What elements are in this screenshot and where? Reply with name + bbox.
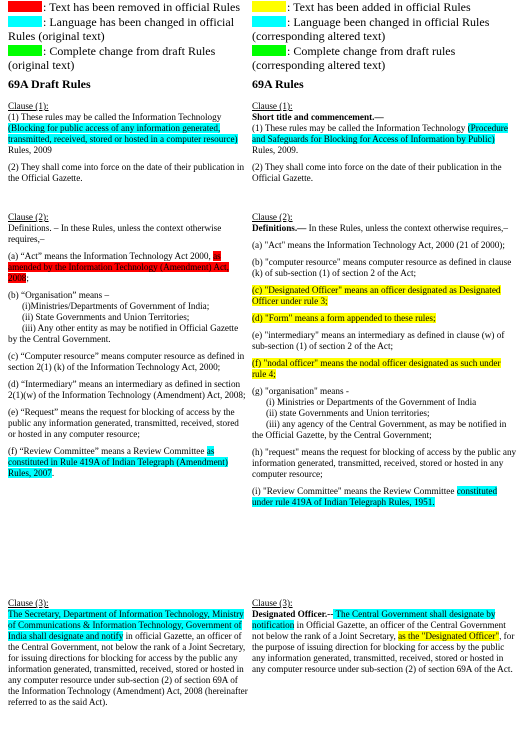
draft-c3-text xyxy=(8,609,248,708)
removed-text: as amended by the Information Technology (Amendment) Act, 2008 xyxy=(8,251,229,283)
legend-right xyxy=(252,0,517,72)
official-c2-g1: (i) Ministries or Departments of the Government of India xyxy=(266,397,477,407)
official-c2-d xyxy=(252,313,517,324)
official-c2-e: (e) "intermediary" means an intermediary as defined in clause (w) of sub-section (1) of section 2 of the Act; xyxy=(252,330,505,351)
legend-lang-original-text: : Language has been changed in official Rules (original text) xyxy=(8,15,235,43)
lang-changed-text: The Central Government shall designate by notification xyxy=(252,609,496,630)
draft-clause-1 xyxy=(8,101,248,184)
official-c2-g: (g) "organisation" means - xyxy=(252,386,349,396)
official-c3-label: Clause (3): xyxy=(252,598,293,608)
official-c2-h: (h) "request" means the request for blocking of access by the public any information generated, transmitted, received, stored or hosted in any computer resource; xyxy=(252,447,517,479)
draft-c3-label: Clause (3): xyxy=(8,598,49,608)
official-column xyxy=(252,0,517,674)
draft-c2-b: (b) “Organisation” means – xyxy=(8,290,110,300)
official-c3-text xyxy=(252,609,517,675)
added-text: (f) "nodal officer" means the nodal officer designated as such under rule 4; xyxy=(252,358,501,379)
official-clause-2 xyxy=(252,212,517,514)
legend-lang-altered xyxy=(252,15,517,43)
text: (i) "Review Committee" means the Review Committee xyxy=(252,486,457,496)
draft-column xyxy=(8,0,248,707)
official-c2-i xyxy=(252,486,517,508)
draft-c2-b2: (ii) State Governments and Union Territories; xyxy=(22,312,190,322)
cyan-swatch xyxy=(252,16,286,27)
official-c1-label: Clause (1): xyxy=(252,101,293,111)
official-c1-p2: (2) They shall come into force on the date of their publication in the Official Gazette. xyxy=(252,162,502,183)
text: In these Rules, unless the context otherwise requires,– xyxy=(306,223,508,233)
draft-title: 69A Draft Rules xyxy=(8,77,91,91)
lang-changed-text: constituted under rule 419A of Indian Telegraph Rules, 1951. xyxy=(252,486,498,507)
text: Designated Officer.-- xyxy=(252,609,334,619)
legend-complete-original-text: : Complete change from draft Rules (original text) xyxy=(8,44,216,72)
legend-added-text: : Text has been added in official Rules xyxy=(287,0,471,14)
official-c2-f xyxy=(252,358,517,380)
draft-c2-a xyxy=(8,251,248,284)
legend-removed xyxy=(8,0,248,14)
draft-clause-3 xyxy=(8,598,248,714)
legend-added xyxy=(252,0,517,14)
draft-c1-p2: (2) They shall come into force on the date of their publication in the Official Gazette. xyxy=(8,162,245,183)
draft-c2-intro: Definitions. – In these Rules, unless the context otherwise requires,– xyxy=(8,223,222,244)
legend-lang-altered-text: : Language been changed in official Rules (corresponding altered text) xyxy=(252,15,490,43)
draft-c2-b1: (i)Ministries/Departments of Government of India; xyxy=(22,301,210,311)
text: Rules, 2009 xyxy=(8,145,52,155)
official-c2-a: (a) "Act" means the Information Technology Act, 2000 (21 of 2000); xyxy=(252,240,505,250)
legend-complete-altered xyxy=(252,44,517,72)
text: in official Gazette, an officer of the Central Government, not below the rank of a Joint Secretary, for issuing directions for blocking for access by the public any information generated, transmitted, received, stored or hosted in any computer resource under sub-section (2) of section 69A of the Information Technology (Amendment) Act, 2008 (hereinafter referred to as the said Act). xyxy=(8,631,248,707)
draft-clause-2 xyxy=(8,212,248,485)
added-text: (c) "Designated Officer" means an officer designated as Designated Officer under rule 3; xyxy=(252,285,501,306)
added-text: (d) "Form" means a form appended to these rules; xyxy=(252,313,436,323)
cyan-swatch xyxy=(8,16,42,27)
legend-removed-text: : Text has been removed in official Rules xyxy=(43,0,240,14)
official-c2-b: (b) "computer resource" means computer resource as defined in clause (k) of sub-section (1) of section 2 of the Act; xyxy=(252,257,512,278)
draft-c2-f xyxy=(8,446,248,479)
text: , for the purpose of issuing direction for blocking for access by the public any information generated, transmitted, received, stored or hosted in any computer resource under sub-section (2) of section 69A of the Act. xyxy=(252,631,515,674)
official-c2-intro xyxy=(252,223,517,234)
text: ; xyxy=(26,273,29,283)
draft-c1-p1 xyxy=(8,112,248,156)
green-swatch xyxy=(8,45,42,56)
lang-changed-text: as constituted in Rule 419A of Indian Telegraph (Amendment) Rules, 2007 xyxy=(8,446,228,478)
draft-c2-d: (d) “Intermediary” means an intermediary as defined in section 2(1)(w) of the Information Technology (Amendment) Act, 2008; xyxy=(8,379,246,400)
text: (a) “Act” means the Information Technology Act 2000, xyxy=(8,251,214,261)
text: (f) “Review Committee” means a Review Committee xyxy=(8,446,207,456)
draft-c2-label: Clause (2): xyxy=(8,212,49,222)
draft-c2-c: (c) “Computer resource” means computer resource as defined in section 2(1) (k) of the Information Technology Act, 2000; xyxy=(8,351,245,372)
text: (1) These rules may be called the Information Technology xyxy=(252,123,468,133)
official-c2-g3: (iii) any agency of the Central Government, as may be notified in the Official Gazette, by the Central Government; xyxy=(252,419,507,440)
official-c1-p1 xyxy=(252,123,517,156)
green-swatch xyxy=(252,45,286,56)
legend-complete-altered-text: : Complete change from draft rules (corresponding altered text) xyxy=(252,44,456,72)
official-c2-label: Clause (2): xyxy=(252,212,293,222)
draft-c2-b3: (iii) Any other entity as may be notified in Official Gazette by the Central Government. xyxy=(8,323,239,344)
legend-lang-original xyxy=(8,15,248,43)
lang-changed-text: The Secretary, Department of Information Technology, Ministry of Communications & Information Technology, Government of India shall designate and notify xyxy=(8,609,244,641)
draft-c2-e: (e) “Request” means the request for blocking of access by the public any information generated, transmitted, received, stored or hosted in any computer resource; xyxy=(8,407,239,439)
text: . xyxy=(51,468,55,478)
draft-c1-label: Clause (1): xyxy=(8,101,49,111)
text: Rules, 2009. xyxy=(252,145,299,155)
official-title: 69A Rules xyxy=(252,77,304,91)
official-clause-1 xyxy=(252,101,517,184)
red-swatch xyxy=(8,1,42,12)
official-c1-head: Short title and commencement.— xyxy=(252,112,384,122)
official-c2-g2: (ii) state Governments and Union territories; xyxy=(266,408,430,418)
added-text: as the "Designated Officer" xyxy=(398,631,500,641)
legend-left xyxy=(8,0,248,72)
text: Definitions.— xyxy=(252,223,307,233)
official-clause-3 xyxy=(252,598,517,681)
text: in Official Gazette, an officer of the Central Government not below the rank of a Joint Secretary, xyxy=(252,620,506,641)
text: (1) These rules may be called the Information Technology xyxy=(8,112,222,122)
lang-changed-text: (Procedure and Safeguards for Blocking for Access of Information by Public) xyxy=(252,123,508,144)
lang-changed-text: (Blocking for public access of any information generated, transmitted, received, stored or hosted in a computer resource) xyxy=(8,123,238,144)
yellow-swatch xyxy=(252,1,286,12)
official-c2-c xyxy=(252,285,517,307)
legend-complete-original xyxy=(8,44,248,72)
